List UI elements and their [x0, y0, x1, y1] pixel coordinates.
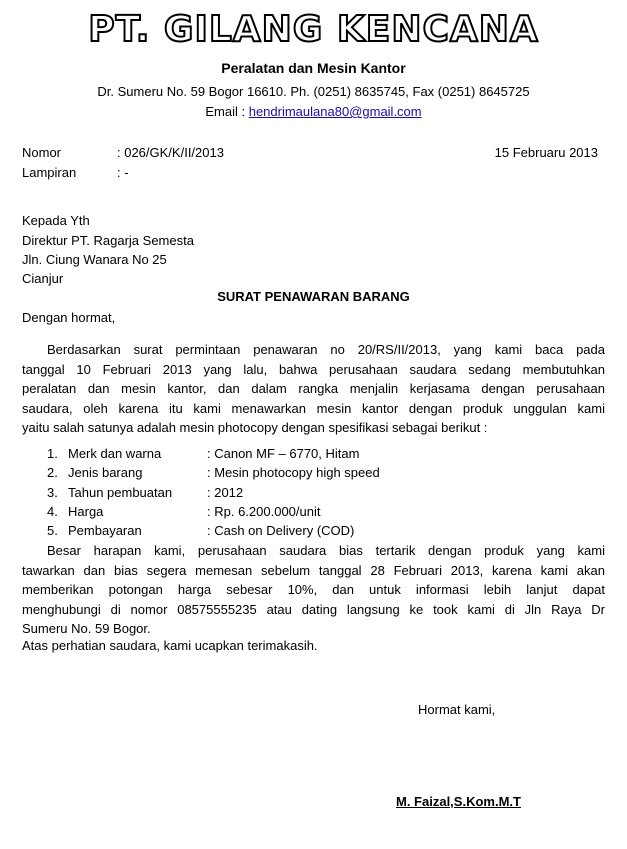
spec-number: 1.	[47, 446, 58, 461]
spec-number: 4.	[47, 504, 58, 519]
company-name: PT. GILANG KENCANA	[88, 9, 539, 50]
email-link[interactable]: hendrimaulana80@gmail.com	[248, 104, 422, 119]
paragraph-closing	[22, 541, 605, 639]
recipient-line-1: Kepada Yth	[22, 213, 90, 228]
para1-line: saudara, oleh karena itu kami menawarkan mesin kantor dengan produk unggulan kami	[22, 400, 605, 416]
closing-salutation: Hormat kami,	[418, 702, 496, 717]
para2-line: tawarkan dan bias segera memesan sebelum tanggal 28 Februari 2013, karena kami akan	[22, 562, 605, 578]
para2-line: Sumeru No. 59 Bogor.	[22, 621, 151, 636]
spec-key: Pembayaran	[68, 523, 142, 538]
spec-item	[47, 465, 380, 480]
nomor-value: : 026/GK/K/II/2013	[117, 145, 224, 160]
recipient-line-4: Cianjur	[22, 271, 64, 286]
para1-line: tanggal 10 Februari 2013 yang lalu, bahwa perusahaan saudara sedang membutuhkan	[22, 361, 605, 377]
lampiran-label: Lampiran	[22, 165, 77, 180]
signer-name: M. Faizal,S.Kom.M.T	[396, 794, 521, 809]
spec-value: : Cash on Delivery (COD)	[207, 523, 355, 538]
spec-value: : 2012	[207, 485, 244, 500]
company-address: Dr. Sumeru No. 59 Bogor 16610. Ph. (0251) 8635745, Fax (0251) 8645725	[97, 84, 530, 99]
para1-line: yaitu salah satunya adalah mesin photocopy dengan spesifikasi sebagai berikut :	[22, 420, 488, 435]
spec-item	[47, 446, 359, 461]
spec-key: Harga	[68, 504, 104, 519]
recipient-line-2: Direktur PT. Ragarja Semesta	[22, 233, 194, 248]
spec-value: : Rp. 6.200.000/unit	[207, 504, 321, 519]
closing-sentence: Atas perhatian saudara, kami ucapkan terimakasih.	[22, 638, 318, 653]
para2-line: menghubungi di nomor 08575555235 atau dating langsung ke took kami di Jln Raya Dr	[22, 601, 605, 617]
spec-key: Tahun pembuatan	[68, 485, 173, 500]
spec-number: 3.	[47, 485, 58, 500]
company-email-line	[0, 104, 627, 119]
company-subtitle: Peralatan dan Mesin Kantor	[221, 60, 406, 76]
para1-line: Berdasarkan surat permintaan penawaran no 20/RS/II/2013, yang kami baca pada	[47, 342, 605, 357]
para2-line: memberikan potongan harga sebesar 10%, dan untuk informasi lebih lanjut dapat	[22, 582, 605, 597]
para1-line: peralatan dan mesin kantor, dan dalam rangka menjalin kerjasama dengan perusahaan	[22, 381, 605, 396]
lampiran-value: : -	[117, 165, 129, 180]
spec-number: 2.	[47, 465, 58, 480]
spec-value: : Canon MF – 6770, Hitam	[207, 446, 360, 461]
para2-line: Besar harapan kami, perusahaan saudara bias tertarik dengan produk yang kami	[47, 543, 605, 558]
paragraph-offer	[22, 340, 605, 438]
spec-item	[47, 485, 243, 500]
recipient-line-3: Jln. Ciung Wanara No 25	[22, 252, 167, 267]
spec-number: 5.	[47, 523, 58, 538]
greeting: Dengan hormat,	[22, 310, 116, 325]
spec-key: Merk dan warna	[68, 446, 162, 461]
spec-item	[47, 523, 354, 538]
spec-value: : Mesin photocopy high speed	[207, 465, 380, 480]
letter-date: 15 Februaru 2013	[494, 145, 598, 160]
lampiran-row	[22, 165, 129, 180]
spec-item	[47, 504, 320, 519]
spec-key: Jenis barang	[68, 465, 143, 480]
email-label: Email :	[205, 104, 249, 119]
letter-title: SURAT PENAWARAN BARANG	[217, 289, 410, 304]
nomor-label: Nomor	[22, 145, 62, 160]
nomor-row	[22, 145, 224, 160]
